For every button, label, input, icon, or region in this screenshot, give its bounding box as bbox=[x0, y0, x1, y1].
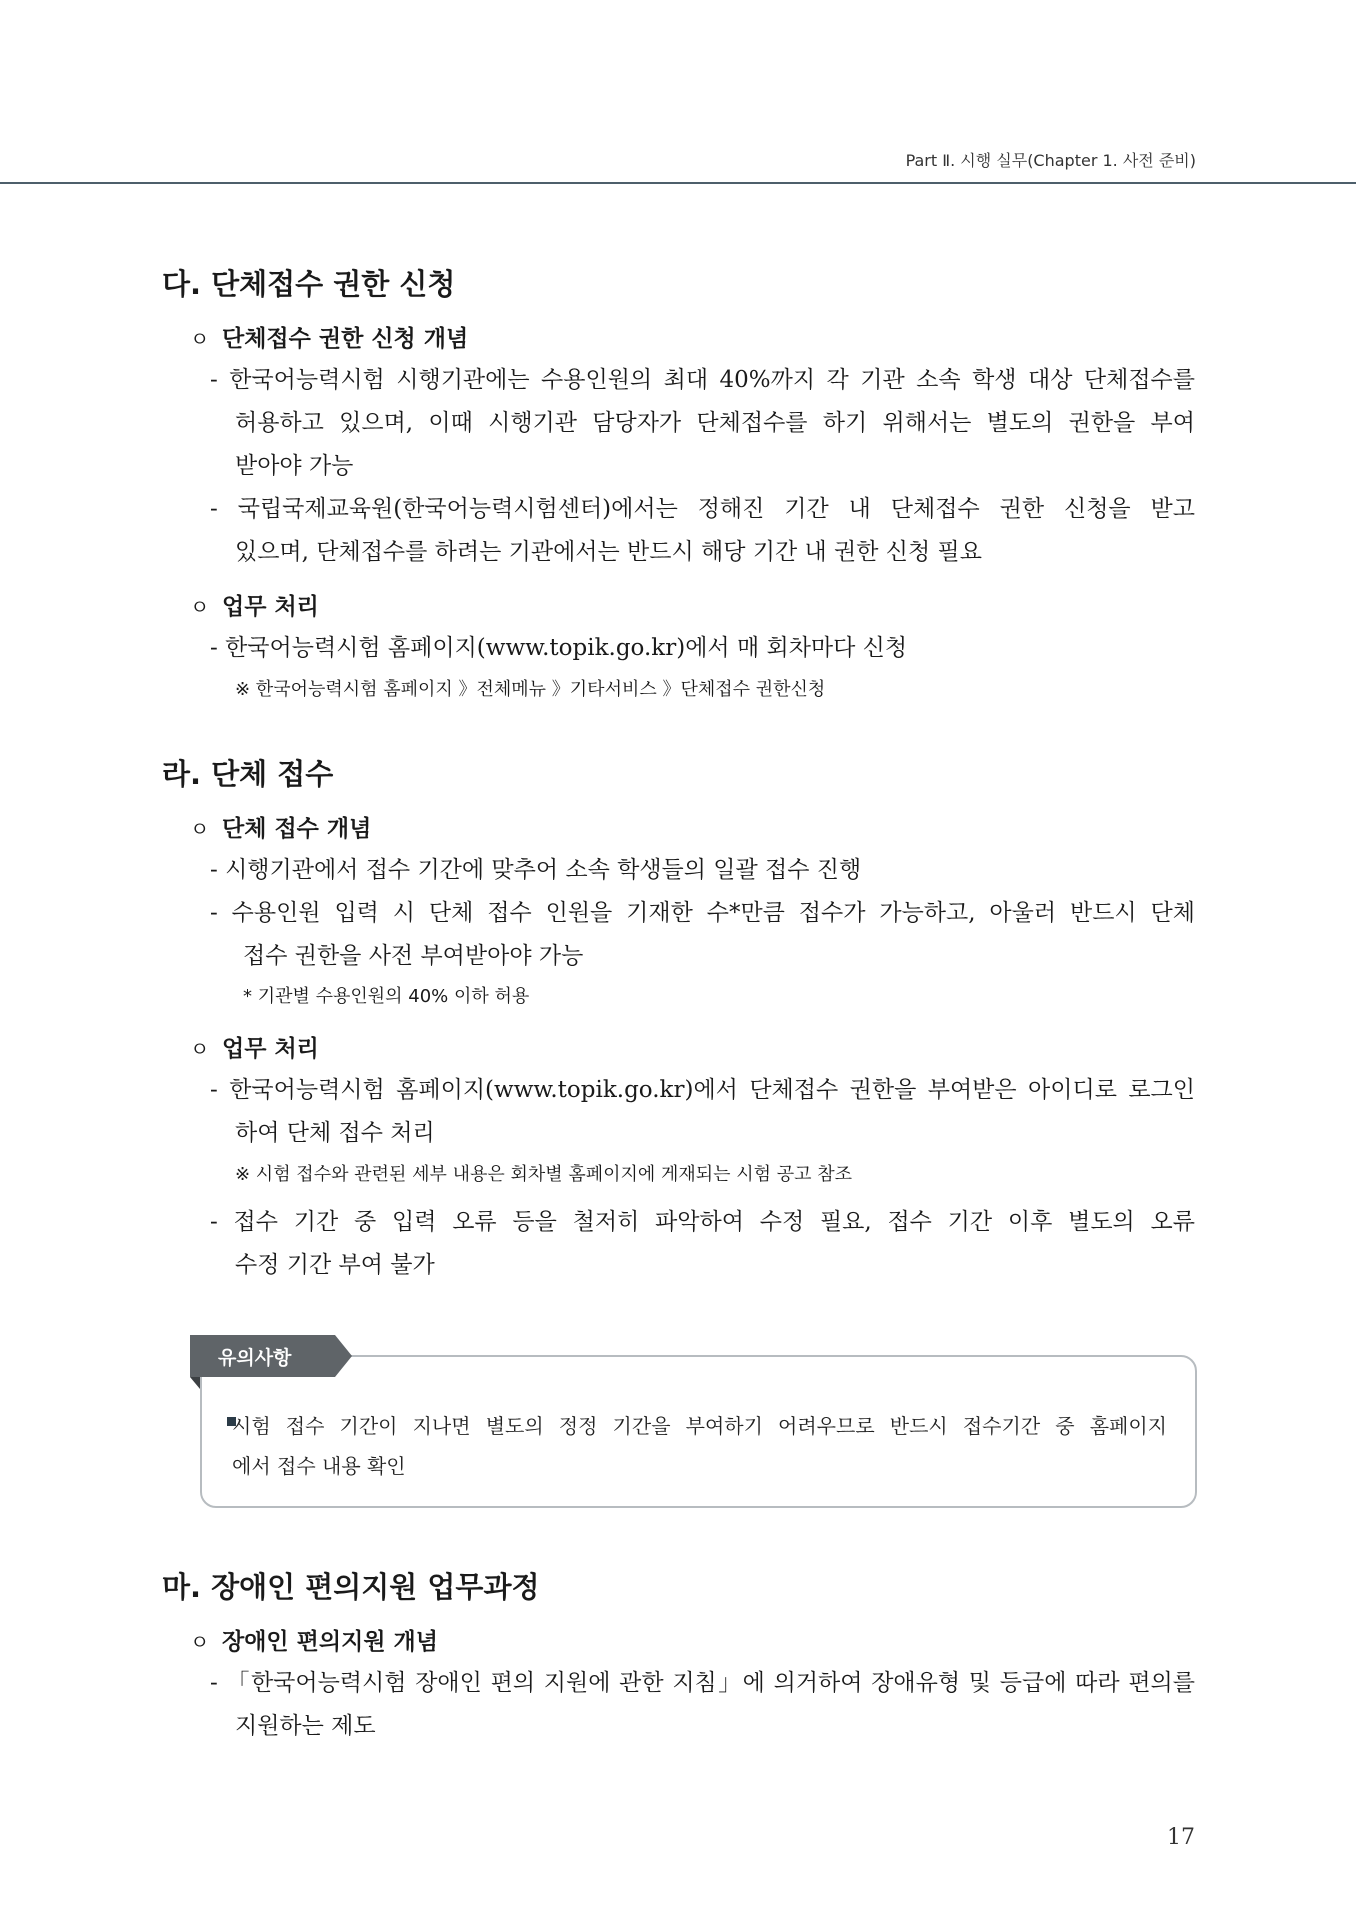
body-line: - 한국어능력시험 시행기관에는 수용인원의 최대 40%까지 각 기관 소속 학생 대상 단체접수를 bbox=[210, 367, 1195, 393]
body-line: - 시행기관에서 접수 기간에 맞추어 소속 학생들의 일괄 접수 진행 bbox=[210, 857, 862, 883]
body-line: 지원하는 제도 bbox=[235, 1713, 376, 1739]
body-line: - 접수 기간 중 입력 오류 등을 철저히 파악하여 수정 필요, 접수 기간 이후 별도의 오류 bbox=[210, 1209, 1195, 1235]
running-header: Part Ⅱ. 시행 실무(Chapter 1. 사전 준비) bbox=[905, 151, 1196, 170]
section-title: 다. 단체접수 권한 신청 bbox=[162, 267, 456, 301]
caution-tab-fold bbox=[190, 1377, 200, 1389]
caution-line: 시험 접수 기간이 지나면 별도의 정정 기간을 부여하기 어려우므로 반드시 접수기간 중 홈페이지 bbox=[232, 1414, 1167, 1438]
subsection-heading bbox=[190, 1030, 319, 1063]
circle-bullet: ㅇ bbox=[190, 817, 210, 841]
body-line: 있으며, 단체접수를 하려는 기관에서는 반드시 해당 기간 내 권한 신청 필요 bbox=[235, 539, 982, 565]
subsection-heading-text: 장애인 편의지원 개념 bbox=[222, 1629, 438, 1655]
body-line: - 수용인원 입력 시 단체 접수 인원을 기재한 수*만큼 접수가 가능하고, 아울러 반드시 단체 bbox=[210, 900, 1195, 926]
section-title: 마. 장애인 편의지원 업무과정 bbox=[162, 1570, 540, 1604]
subsection-heading bbox=[190, 810, 371, 843]
circle-bullet: ㅇ bbox=[190, 595, 210, 619]
body-line: - 한국어능력시험 홈페이지(www.topik.go.kr)에서 매 회차마다 신청 bbox=[210, 635, 908, 661]
page-number: 17 bbox=[1167, 1825, 1195, 1850]
reference-note: ※ 한국어능력시험 홈페이지 》전체메뉴 》기타서비스 》단체접수 권한신청 bbox=[235, 679, 826, 700]
body-line: 허용하고 있으며, 이때 시행기관 담당자가 단체접수를 하기 위해서는 별도의 권한을 부여 bbox=[235, 410, 1195, 436]
body-line: - 「한국어능력시험 장애인 편의 지원에 관한 지침」에 의거하여 장애유형 및 등급에 따라 편의를 bbox=[210, 1670, 1195, 1696]
body-line: 하여 단체 접수 처리 bbox=[235, 1120, 435, 1146]
caution-line: 에서 접수 내용 확인 bbox=[232, 1454, 406, 1478]
subsection-heading bbox=[190, 1623, 438, 1656]
caution-title: 유의사항 bbox=[218, 1347, 292, 1369]
body-line: - 한국어능력시험 홈페이지(www.topik.go.kr)에서 단체접수 권한을 부여받은 아이디로 로그인 bbox=[210, 1077, 1195, 1103]
subsection-heading-text: 단체 접수 개념 bbox=[222, 816, 372, 842]
subsection-heading-text: 업무 처리 bbox=[222, 594, 319, 620]
reference-note: ※ 시험 접수와 관련된 세부 내용은 회차별 홈페이지에 게재되는 시험 공고 참조 bbox=[235, 1164, 853, 1185]
subsection-heading bbox=[190, 320, 468, 353]
caution-text bbox=[232, 1406, 1167, 1486]
body-line: 접수 권한을 사전 부여받아야 가능 bbox=[243, 943, 584, 969]
subsection-heading-text: 단체접수 권한 신청 개념 bbox=[222, 326, 469, 352]
subsection-heading bbox=[190, 588, 319, 621]
body-line: 수정 기간 부여 불가 bbox=[235, 1252, 435, 1278]
header-divider bbox=[0, 182, 1356, 184]
body-line: 받아야 가능 bbox=[235, 453, 354, 479]
circle-bullet: ㅇ bbox=[190, 1037, 210, 1061]
footnote: * 기관별 수용인원의 40% 이하 허용 bbox=[243, 986, 530, 1007]
section-title: 라. 단체 접수 bbox=[162, 757, 334, 791]
circle-bullet: ㅇ bbox=[190, 327, 210, 351]
circle-bullet: ㅇ bbox=[190, 1630, 210, 1654]
body-line: - 국립국제교육원(한국어능력시험센터)에서는 정해진 기간 내 단체접수 권한 신청을 받고 bbox=[210, 496, 1195, 522]
subsection-heading-text: 업무 처리 bbox=[222, 1036, 319, 1062]
